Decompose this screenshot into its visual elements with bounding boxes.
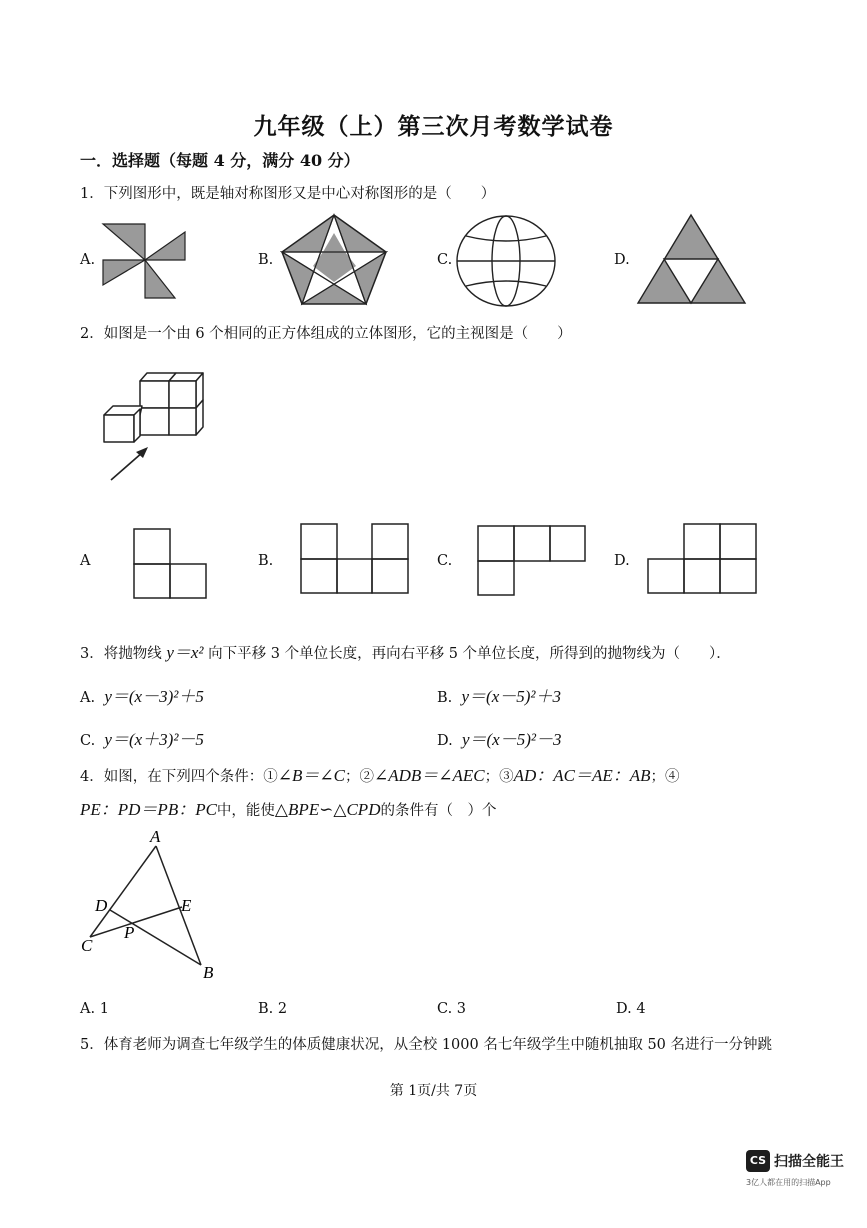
scanner-watermark bbox=[746, 1150, 862, 1198]
q3-option-b-formula: y＝(x－5)²＋3 bbox=[461, 687, 561, 706]
q3-option-c-label: C. bbox=[80, 733, 96, 749]
q3-stem-part-2: 向下平移 3 个单位长度，再向右平移 5 个单位长度，所得到的抛物线为（ ）． bbox=[208, 646, 731, 662]
brand-tagline: 3亿人都在用的扫描App bbox=[746, 1178, 831, 1187]
q1-option-d-label: D. bbox=[614, 252, 630, 268]
q1-option-b-label: B. bbox=[258, 252, 274, 268]
q4-option-a: A. 1 bbox=[80, 1001, 109, 1017]
question-5-stem: 5．体育老师为调查七年级学生的体质健康状况，从全校 1000 名七年级学生中随机抽取 50 名进行一分钟跳 bbox=[80, 1037, 773, 1053]
q3-option-a-formula: y＝(x－3)²＋5 bbox=[104, 687, 204, 706]
q2-option-b-label: B. bbox=[258, 553, 274, 569]
point-label-e: E bbox=[181, 896, 192, 915]
q2-option-a-label: A bbox=[80, 553, 91, 569]
q4-sep-2: ；② bbox=[344, 769, 374, 785]
section-heading: 一．选择题（每题 4 分，满分 40 分） bbox=[80, 151, 360, 170]
q4-similarity: △BPE∽△CPD bbox=[274, 800, 381, 819]
page-footer: 第 1页/共 7页 bbox=[389, 1083, 478, 1099]
point-label-c: C bbox=[81, 936, 93, 955]
q1-option-a-label: A. bbox=[80, 252, 96, 268]
q4-sep-4: ；④ bbox=[650, 769, 680, 785]
q4-stem-middle: 中，能使 bbox=[216, 803, 275, 819]
q4-condition-4: PE：PD＝PB：PC bbox=[80, 800, 217, 819]
question-2-stem: 2．如图是一个由 6 个相同的正方体组成的立体图形，它的主视图是（ ） bbox=[80, 326, 572, 342]
q3-stem-formula: y＝x² bbox=[166, 643, 204, 662]
q3-option-a-label: A. bbox=[80, 690, 96, 706]
q4-option-b: B. 2 bbox=[258, 1001, 288, 1017]
exam-title: 九年级（上）第三次月考数学试卷 bbox=[253, 113, 614, 140]
q4-condition-1: ∠B＝∠C bbox=[277, 766, 345, 785]
q3-stem-part-1: 3．将抛物线 bbox=[80, 646, 162, 662]
point-label-p: P bbox=[124, 923, 135, 942]
q4-stem-intro: 4．如图，在下列四个条件：① bbox=[80, 769, 278, 785]
q1-option-c-label: C. bbox=[437, 252, 453, 268]
point-label-d: D bbox=[95, 896, 108, 915]
q4-option-d: D. 4 bbox=[616, 1001, 646, 1017]
point-label-a: A bbox=[150, 827, 161, 846]
point-label-b: B bbox=[203, 963, 214, 982]
q3-option-c-formula: y＝(x＋3)²－5 bbox=[104, 730, 204, 749]
q2-option-c-label: C. bbox=[437, 553, 453, 569]
camscanner-logo-icon: CS bbox=[746, 1150, 770, 1172]
q4-option-c: C. 3 bbox=[437, 1001, 467, 1017]
brand-name: 扫描全能王 bbox=[774, 1154, 844, 1170]
q3-option-b-label: B. bbox=[437, 690, 453, 706]
q4-condition-2: ∠ADB＝∠AEC bbox=[373, 766, 485, 785]
question-1-stem: 1．下列图形中，既是轴对称图形又是中心对称图形的是（ ） bbox=[80, 186, 496, 202]
q4-condition-3: AD：AC＝AE：AB bbox=[513, 766, 651, 785]
q2-option-d-label: D. bbox=[614, 553, 630, 569]
q3-option-d-formula: y＝(x－5)²－3 bbox=[461, 730, 562, 749]
q4-sep-3: ；③ bbox=[484, 769, 514, 785]
q3-option-d-label: D. bbox=[437, 733, 453, 749]
q4-stem-end: 的条件有（ ）个 bbox=[380, 803, 497, 819]
